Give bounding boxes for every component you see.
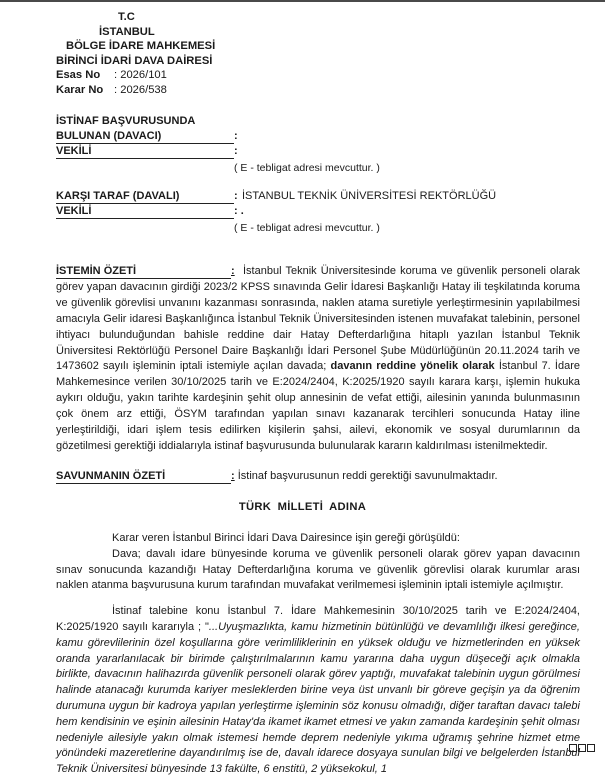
document-header [56, 10, 256, 97]
karar-row [56, 83, 256, 98]
claim-summary-text-b: İstanbul 7. İdare Mahkemesince verilen 30/10/2025 tarih ve E:2024/2404, K:2025/1920 sayılı karara karşı, işlemin hukuka aykırı olduğu, yakın tarihte kardeşinin şehit olup annesinin de vefat ettiği, ailesinin yanında bulunmasının çok önem arz ettiği, ÖSYM tarafından yapılan sınavı kazanarak tercihleri sonucunda Hatay iline yerleştirildiği, idari işlem tesis edilirken kişilerin şahsi, ailevi, ekonomik ve sosyal durumlarının da gözetilmesi gerektiği iddialarıyla istinaf başvurusunda bulunularak kararın kaldırılması istenilmektedir. [56, 360, 580, 452]
header-court: BÖLGE İDARE MAHKEMESİ [66, 40, 216, 52]
defense-summary-section [56, 469, 580, 485]
overlay-square-icon [569, 744, 577, 752]
appellant-label-1: İSTİNAF BAŞVURUSUNDA [56, 115, 196, 127]
respondent-value: İSTANBUL TEKNİK ÜNİVERSİTESİ REKTÖRLÜĞÜ [242, 190, 497, 202]
body-paragraph-1: Karar veren İstanbul Birinci İdari Dava Dairesince işin gereği görüşüldü: [112, 532, 460, 544]
respondent-note: ( E - tebligat adresi mevcuttur. ) [234, 222, 380, 234]
page-overlay-icon[interactable] [569, 744, 597, 754]
claim-summary-label-1: İSTEMİN [56, 265, 101, 277]
appellant-attorney-line [56, 144, 576, 159]
page-top-border [0, 0, 605, 2]
overlay-square-icon [587, 744, 595, 752]
defense-summary-colon: : [231, 470, 235, 482]
decision-body [56, 531, 580, 778]
appellant-colon: : [234, 130, 238, 142]
body-paragraph-3 [56, 604, 580, 778]
appellant-line [56, 129, 576, 144]
claim-summary-text-bold: davanın reddine yönelik olarak [330, 360, 495, 373]
respondent-attorney-label: VEKİLİ [56, 205, 234, 219]
defense-summary-label: SAVUNMANIN ÖZETİ [56, 470, 231, 484]
body-paragraph-2: Dava; davalı idare bünyesinde koruma ve güvenlik personeli olarak görev yapan davacının sınav sonucunda kazandığı Hatay Defterdarlığına koruma ve güvenlik görevlisi olarak kurumlar arası naklen atanma başvurusuna kurum tarafından muvafakat verilmemesi işleminin iptali istemiyle açılmıştır. [56, 547, 580, 592]
body-paragraph-3-plain: İstinaf talebine konu İstanbul 7. İdare Mahkemesinin 30/10/2025 tarih ve E:2024/2404, K:2025/1920 sayılı kararıyla ; " [56, 605, 580, 633]
respondent-line [56, 189, 576, 204]
appellant-attorney-colon: : [234, 145, 238, 157]
appellant-label-line [56, 114, 576, 129]
claim-summary-text-a: İstanbul Teknik Üniversitesinde koruma ve güvenlik personeli olarak görev yapan davacının girdiği 2023/2 KPSS sınavında Gelir İdaresi Başkanlığı Hatay ili teşkilatında koruma ve güvenlik görevlisi unvanını kazanması sonrasında, naklen atama suretiyle yerleştirmesinin yapılabilmesi amacıyla Gelir idaresi Başkanlığınca İstanbul Teknik Üniversitesinden istenen muvafakat talebinin, personel ihtiyacı bulunduğundan bahisle reddine dair Hatay Defterdarlığına hitaplı yazılan İstanbul Teknik Üniversitesi Rektörlüğü Personel Daire Başkanlığı İdari Personel Şube Müdürlüğünün 20.11.2024 tarih ve 1473602 sayılı işleminin iptali istemiyle açılan davada; [56, 265, 580, 373]
claim-summary-colon: : [231, 265, 235, 277]
karar-label: Karar No [56, 83, 104, 96]
karar-value: : 2026/538 [114, 83, 167, 96]
respondent-label: KARŞI TARAF (DAVALI) [56, 190, 234, 204]
appellant-label-2: BULUNAN (DAVACI) [56, 130, 234, 144]
respondent-attorney-line [56, 204, 576, 219]
esas-value: : 2026/101 [114, 69, 167, 81]
claim-summary-label [56, 265, 231, 279]
respondent-colon: : [234, 190, 238, 202]
claim-summary-section [56, 264, 580, 455]
decision-title: TÜRK MİLLETİ ADINA [238, 501, 367, 513]
header-chamber: BİRİNCİ İDARİ DAVA DAİRESİ [56, 54, 213, 67]
respondent-attorney-colon: : . [234, 205, 244, 217]
appellant-note: ( E - tebligat adresi mevcuttur. ) [234, 162, 380, 174]
esas-label: Esas No [56, 69, 101, 81]
claim-summary-label-2: ÖZETİ [103, 265, 137, 277]
defense-summary-text: İstinaf başvurusunun reddi gerektiği savunulmaktadır. [237, 470, 498, 482]
header-tc: T.C [118, 11, 135, 23]
overlay-square-icon [578, 744, 586, 752]
header-city: İSTANBUL [99, 25, 155, 38]
body-paragraph-3-quote: ...Uyuşmazlıkta, kamu hizmetinin bütünlüğü ve devamlılığı ilkesi gereğince, kamu görevlilerinin özel koşullarına göre verimliliklerinin en yüksek olduğu ve hizmetlerinden en yüksek oranda yararlanılacak bir birimde çalıştırılmalarının kamu yararına daha uygun düşeceği açık olmakla birlikte, davacının halihazırda güvenlik personeli olarak görev yaptığı, muvafakat talebinin uygun görülmesi halinde atanacağı kurumda kariyer mesleklerden birine veya üst unvanlı bir göreve geçişin ya da öğrenim durumuna uygun bir kadroya yapılan yerleştirme işleminin söz konusu olmadığı, diğer taraftan davacı talebi hem kendisinin ve eşinin ailesinin Hatay'da ikamet ikamet etmesi ve yakın zamanda kardeşinin şehit olması nedeniyle ailesiyle yakın olmak istemesi hemde deprem nedeniyle yıkıma uğramış şehrine hizmet etme yönündeki mazeretlerine dayandırılmış ise de, davalı idarece dosyaya sunulan bilgi ve belgelerden İstanbul Teknik Üniversitesi bünyesinde 13 fakülte, 6 enstitü, 2 yüksekokul, 1 [56, 620, 580, 776]
appellant-attorney-label: VEKİLİ [56, 145, 234, 159]
esas-row [56, 68, 256, 83]
parties-block [56, 114, 576, 237]
